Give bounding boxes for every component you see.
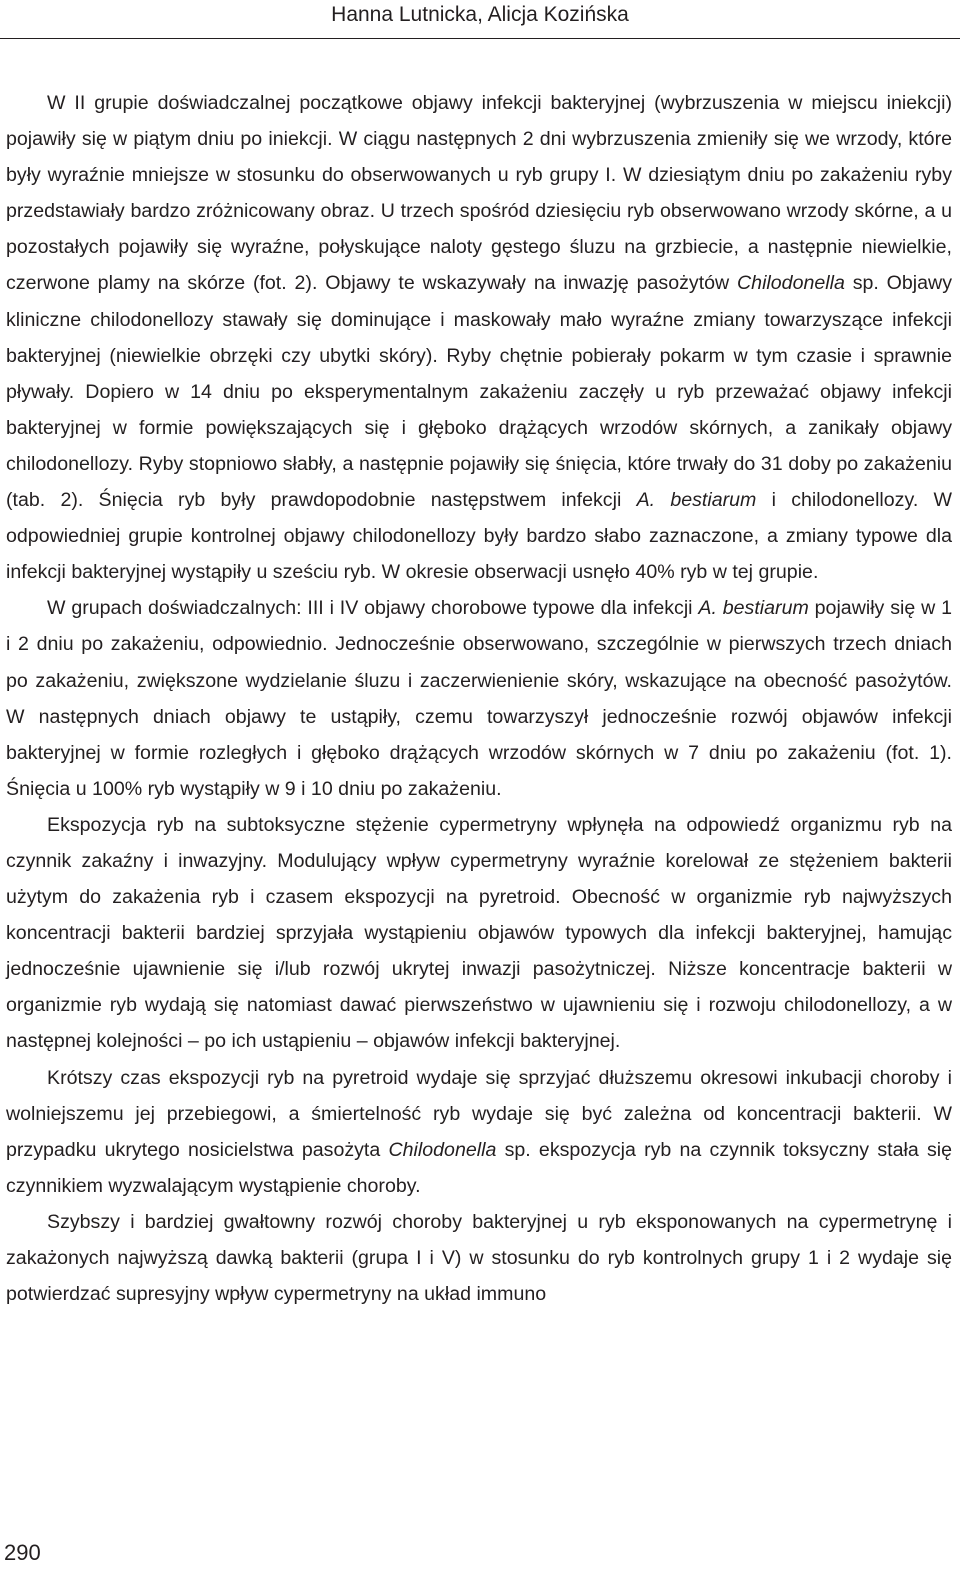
text-run: i chilodonellozy. W odpowiedniej grupie kontrolnej objawy chilodonellozy były bardzo słabo zaznaczone, a zmiany typowe dla infekcji bakteryjnej wystąpiły u sześciu ryb. W okresie obserwacji usnęło 40% ryb w tej grupie. xyxy=(6,489,952,584)
text-run: Krótszy czas ekspozycji ryb na pyretroid wydaje się sprzyjać dłuższemu okresowi inkubacji choroby i wolniejszemu jej przebiegowi, a śmiertelność ryb wydaje się być zależna od koncentracji bakterii. W przypadku ukrytego nosicielstwa pasożyta xyxy=(6,1066,952,1161)
text-run: W II grupie doświadczalnej początkowe objawy infekcji bakteryjnej (wybrzuszenia w miejscu iniekcji) pojawiły się w piątym dniu po iniekcji. W ciągu następnych 2 dni wybrzuszenia zmieniły się we wrzody, które były wyraźnie mniejsze w stosunku do obserwowanych u ryb grupy I. W dziesiątym dniu po zakażeniu ryby przedstawiały bardzo zróżnicowany obraz. U trzech spośród dziesięciu ryb obserwowano wrzody skórne, a u pozostałych pojawiły się wyraźne, połyskujące naloty gęstego śluzu na grzbiecie, a następnie niewielkie, czerwone plamy na skórze (fot. 2). Objawy te wskazywały na inwazję pasożytów xyxy=(6,92,952,295)
text-run: sp. Objawy kliniczne chilodonellozy stawały się dominujące i maskowały mało wyraźne zmiany towarzyszące infekcji bakteryjnej (niewielkie obrzęki czy ubytki skóry). Ryby chętnie pobierały pokarm w tym czasie i sprawnie pływały. Dopiero w 14 dniu po eksperymentalnym zakażeniu zaczęły u ryb przeważać objawy infekcji bakteryjnej w formie powiększających się i głęboko drążących wrzodów skórnych, a zanikały objawy chilodonellozy. Ryby stopniowo słabły, a następnie pojawiły się śnięcia, które trwały do 31 doby po zakażeniu (tab. 2). Śnięcia ryb były prawdopodobnie następstwem infekcji xyxy=(6,272,952,512)
taxon-name: Chilodonella xyxy=(388,1138,497,1161)
taxon-name: Chilodonella xyxy=(737,272,845,295)
taxon-name: A. bestiarum xyxy=(698,597,809,620)
running-header: Hanna Lutnicka, Alicja Kozińska xyxy=(331,3,629,26)
paragraph-groups-iii-iv xyxy=(6,590,952,807)
text-run: sp. ekspozycja ryb na czynnik toksyczny stała się czynnikiem wyzwalającym wystąpienie choroby. xyxy=(6,1138,952,1197)
text-run: Ekspozycja ryb na subtoksyczne stężenie cypermetryny wpłynęła na odpowiedź organizmu ryb na czynnik zakaźny i inwazyjny. Modulujący wpływ cypermetryny wyraźnie korelował ze stężeniem bakterii użytym do zakażenia ryb i czasem ekspozycji na pyretroid. Obecność w organizmie ryb najwyższych koncentracji bakterii bardziej sprzyjała wystąpieniu objawów typowych dla infekcji bakteryjnej, hamując jednocześnie ujawnienie się i/lub rozwój ukrytej inwazji pasożytniczej. Niższe koncentracje bakterii w organizmie ryb wydają się natomiast dawać pierwszeństwo w ujawnieniu się i rozwoju chilodonellozy, a w następnej kolejności – po ich ustąpieniu – objawów infekcji bakteryjnej. xyxy=(6,813,952,1053)
paragraph-group-ii xyxy=(6,85,952,590)
paragraph-incubation xyxy=(6,1060,952,1204)
text-run: W grupach doświadczalnych: III i IV objawy chorobowe typowe dla infekcji xyxy=(47,597,699,620)
paragraph-immunosuppression xyxy=(6,1204,952,1312)
header-divider xyxy=(0,38,960,39)
text-run: pojawiły się w 1 i 2 dniu po zakażeniu, odpowiednio. Jednocześnie obserwowano, szczególnie w pierwszych trzech dniach po zakażeniu, zwiększone wydzielanie śluzu i zaczerwienienie skóry, wskazujące na obecność pasożytów. W następnych dniach objawy te ustąpiły, czemu towarzyszył jednocześnie rozwój objawów infekcji bakteryjnej w formie rozległych i głęboko drążących wrzodów skórnych w 7 dniu po zakażeniu (fot. 1). Śnięcia u 100% ryb wystąpiły w 9 i 10 dniu po zakażeniu. xyxy=(6,597,952,800)
article-body xyxy=(6,85,952,1312)
text-run: Szybszy i bardziej gwałtowny rozwój choroby bakteryjnej u ryb eksponowanych na cypermetrynę i zakażonych najwyższą dawką bakterii (grupa I i V) w stosunku do ryb kontrolnych grupy 1 i 2 wydaje się potwierdzać supresyjny wpływ cypermetryny na układ immuno xyxy=(6,1210,952,1306)
taxon-name: A. bestiarum xyxy=(636,489,757,512)
paragraph-exposure xyxy=(6,807,952,1060)
page-number: 290 xyxy=(4,1540,41,1565)
